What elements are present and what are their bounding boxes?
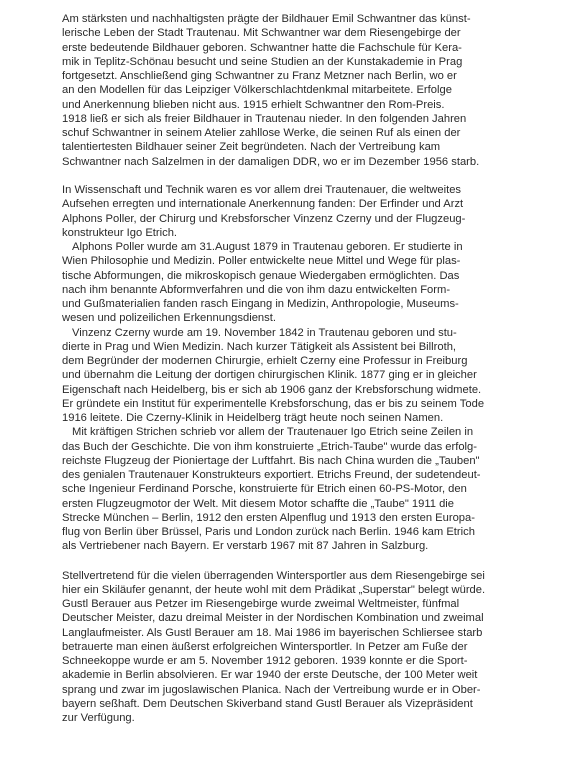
text-line: Eigenschaft nach Heidelberg, bis er sich ab 1906 ganz der Krebsforschung widmete. <box>62 383 482 396</box>
text-line: Schwantner nach Salzelmen in der damaligen DDR, wo er im Dezember 1956 starb. <box>62 155 480 168</box>
text-line: wesen und polizeilichen Erkennungsdienst. <box>62 312 276 325</box>
text-line: Mit kräftigen Strichen schrieb vor allem der Trautenauer Igo Etrich seine Zeilen in <box>72 426 474 439</box>
text-line: des genialen Trautenauer Konstrukteurs exportiert. Etrichs Freund, der sudetendeut- <box>62 469 481 481</box>
text-line: sche Ingenieur Ferdinand Porsche, konstruierte für Etrich einen 60-PS-Motor, den <box>62 483 467 496</box>
text-line: dem Begründer der modernen Chirurgie, erhielt Czerny eine Professur in Freiburg <box>62 355 468 367</box>
text-line: Strecke München – Berlin, 1912 den ersten Alpenflug und 1913 den ersten Europa- <box>62 511 475 524</box>
text-line: Alphons Poller wurde am 31.August 1879 in Trautenau geboren. Er studierte in <box>72 241 463 253</box>
text-line: hier ein Skiläufer genannt, der heute wohl mit dem Prädikat „Superstar" belegt würde. <box>62 583 486 596</box>
text-line: Am stärksten und nachhaltigsten prägte der Bildhauer Emil Schwantner das künst- <box>62 13 471 25</box>
text-line: Er gründete ein Institut für experimentelle Krebsforschung, das er bis zu seinem Tode <box>62 397 485 410</box>
text-line: erste bedeutende Bildhauer geboren. Schwantner hatte die Fachschule für Kera- <box>62 41 462 54</box>
text-line: schuf Schwantner in seinem Atelier zahllose Werke, die seinen Ruf als einen der <box>62 127 461 139</box>
text-line: zur Verfügung. <box>62 712 135 724</box>
text-line: Langlaufmeister. Als Gustl Berauer am 18. Mai 1986 im bayerischen Schliersee starb <box>62 626 483 639</box>
text-line: lerische Leben der Stadt Trautenau. Mit Schwantner war dem Riesengebirge der <box>62 27 461 40</box>
text-line: reichste Flugzeug der Pioniertage der Luftfahrt. Bis nach China wurden die „Tauben" <box>62 454 480 467</box>
text-line: Alphons Poller, der Chirurg und Krebsforscher Vinzenz Czerny und der Flugzeug- <box>62 212 466 225</box>
text-line: In Wissenschaft und Technik waren es vor allem drei Trautenauer, die weltweites <box>62 184 462 196</box>
text-line: an den Modellen für das Leipziger Völkerschlachtdenkmal mitarbeitete. Erfolge <box>62 84 452 97</box>
text-line: konstrukteur Igo Etrich. <box>62 226 178 239</box>
text-line: Stellvertretend für die vielen überragenden Wintersportler aus dem Riesengebirge sei <box>62 569 485 582</box>
text-line: dierte in Prag und Wien Medizin. Nach kurzer Tätigkeit als Assistent bei Billroth, <box>62 340 457 353</box>
text-line: flug von Berlin über Brüssel, Paris und London zurück nach Berlin. 1946 kam Etrich <box>62 526 475 538</box>
text-line: und Gußmaterialien fanden rasch Eingang in Medizin, Anthropologie, Museums- <box>62 298 459 310</box>
text-line: akademie in Berlin absolvieren. Er war 1940 der erste Deutsche, der 100 Meter weit <box>62 669 478 682</box>
text-line: nach ihm benannte Abformverfahren und die von ihm dazu entwickelten Form- <box>62 283 451 296</box>
text-line: tische Abformungen, die mikroskopisch genaue Wiedergaben ermöglichten. Das <box>62 269 460 282</box>
text-line: und übernahm die Leitung der dortigen chirurgischen Klinik. 1877 ging er in gleicher <box>62 369 477 382</box>
text-line: sprang und zwar im jugoslawischen Planica. Nach der Vertreibung wurde er in Ober- <box>62 683 481 696</box>
text-line: bayern seßhaft. Dem Deutschen Skiverband stand Gustl Berauer als Vizepräsident <box>62 697 473 710</box>
text-line: talentiertesten Bildhauer seiner Zeit begründeten. Nach der Vertreibung kam <box>62 141 441 154</box>
text-line: fortgesetzt. Anschließend ging Schwantner zu Franz Metzner nach Berlin, wo er <box>62 70 457 82</box>
text-line: und Anerkennung blieben nicht aus. 1915 erhielt Schwantner den Rom-Preis. <box>62 98 445 111</box>
text-line: Wien Philosophie und Medizin. Poller entwickelte neue Mittel und Wege für plas- <box>62 255 461 268</box>
text-line: als Vertriebener nach Bayern. Er verstarb 1967 mit 87 Jahren in Salzburg. <box>62 540 429 553</box>
text-line: Schneekoppe wurde er am 5. November 1912 geboren. 1939 konnte er die Sport- <box>62 655 468 667</box>
text-line: Gustl Berauer aus Petzer im Riesengebirge wurde zweimal Weltmeister, fünfmal <box>62 598 460 610</box>
text-line: ersten Flugzeugmotor der Welt. Mit diesem Motor schaffte die „Taube" 1911 die <box>62 497 454 510</box>
text-line: 1918 ließ er sich als freier Bildhauer in Trautenau nieder. In den folgenden Jahren <box>62 112 467 125</box>
text-line: Aufsehen erregten und internationale Anerkennung fanden: Der Erfinder und Arzt <box>62 198 464 211</box>
text-line: Deutscher Meister, dazu dreimal Meister in der Nordischen Kombination und zweimal <box>62 612 484 625</box>
text-line: mik in Teplitz-Schönau besucht und seine Studien an der Kunstakademie in Prag <box>62 55 463 68</box>
text-line: Vinzenz Czerny wurde am 19. November 1842 in Trautenau geboren und stu- <box>72 326 457 339</box>
text-line: 1916 leitete. Die Czerny-Klinik in Heidelberg trägt heute noch seinen Namen. <box>62 412 444 424</box>
text-line: das Buch der Geschichte. Die von ihm konstruierte „Etrich-Taube" wurde das erfolg- <box>62 440 477 453</box>
text-line: betrauerte man einen äußerst erfolgreichen Wintersportler. In Petzer am Fuße der <box>62 640 468 653</box>
